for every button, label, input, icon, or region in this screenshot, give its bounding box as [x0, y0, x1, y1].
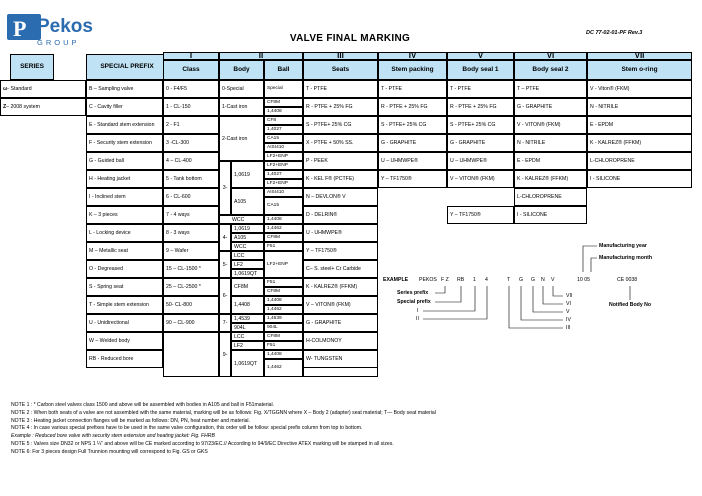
- special-prefix-item-5: H - Heating jacket: [86, 170, 163, 188]
- body-4-label: 4-: [219, 224, 231, 251]
- ball-item-24: CF8M: [264, 332, 303, 341]
- example-rb: RB: [457, 277, 465, 283]
- body-seal-2-item-6: L-CHLOROPRENE: [514, 188, 587, 206]
- body-7a: 1,4539: [231, 314, 264, 323]
- ball-item-11: AISI410: [264, 188, 303, 197]
- ball-item-13: 1,4408: [264, 215, 303, 224]
- stem-oring-item-2: E - EPDM: [587, 116, 692, 134]
- header-body-seal-1: Body seal 1: [447, 60, 514, 80]
- line-roman-iv: [521, 286, 563, 320]
- special-prefix-item-14: W – Welded body: [86, 332, 163, 350]
- line-special-prefix: [435, 286, 461, 302]
- roman-iii: III: [303, 52, 378, 60]
- example-roman-i: I: [417, 308, 419, 314]
- stem-packing-item-5: Y – TF1750®: [378, 170, 447, 188]
- body-4b: A105: [231, 233, 264, 242]
- example-date: 10 05: [577, 277, 590, 283]
- body-9b: LF2: [231, 341, 264, 350]
- seat-item-14: H-COLMONOY: [303, 332, 378, 350]
- body-3-label: 3-: [219, 161, 231, 215]
- header-class: Class: [163, 60, 219, 80]
- body-3a: 1,0619: [231, 161, 264, 188]
- class-item-11: 25 – CL-2500 *: [163, 278, 219, 296]
- note-3: NOTE 3 : Heating jacket connection flanges will be marked as follows: DN, PN, heat number and material.: [11, 417, 250, 424]
- class-item-1: 1 - CL-150: [163, 98, 219, 116]
- series-2008: Z – 2008 system: [0, 98, 86, 116]
- note-7: NOTE 6: For 3 pieces design Full Trunnion mounting will correspond to Fig. GS or GKS: [11, 448, 208, 455]
- class-item-0: 0 - F4/F5: [163, 80, 219, 98]
- body-5b: LF2: [231, 260, 264, 269]
- class-item-13: 90 – CL-900: [163, 314, 219, 332]
- seat-item-5: K - KEL F® (PCTFE): [303, 170, 378, 188]
- stem-packing-item-1: R - PTFE + 25% FG: [378, 98, 447, 116]
- line-series-prefix: [435, 286, 445, 293]
- example-roman-iv: IV: [566, 317, 571, 323]
- special-prefix-item-10: O - Degreased: [86, 260, 163, 278]
- example-label: EXAMPLE: [383, 277, 409, 283]
- pekos-logo: [7, 14, 107, 48]
- seat-item-2: S - PTFE+ 25% CG: [303, 116, 378, 134]
- page-title: VALVE FINAL MARKING: [289, 33, 411, 44]
- example-body: 4: [485, 277, 488, 283]
- line-roman-ii: [423, 286, 487, 319]
- ball-item-10: LF2+ENP: [264, 179, 303, 188]
- manufacturing-month-label: Manufacturing month: [599, 255, 653, 261]
- special-prefix-item-7: K – 3 pieces: [86, 206, 163, 224]
- body-5-label: 5-: [219, 251, 231, 278]
- body-seal-2-item-7: I - SILICONE: [514, 206, 587, 224]
- example-seat: T: [507, 277, 511, 283]
- special-prefix-label: Special prefix: [397, 299, 431, 305]
- stem-oring-item-1: N - NITRILE: [587, 98, 692, 116]
- body-9-label: 9-: [219, 332, 231, 377]
- line-manufacturing-month: [591, 258, 597, 272]
- body-9c: 1,0619QT: [231, 350, 264, 377]
- line-manufacturing-year: [583, 246, 597, 272]
- body-seal-2-item-2: V - VITON® (FKM): [514, 116, 587, 134]
- body-seal-2-item-1: G - GRAPHITE: [514, 98, 587, 116]
- stem-packing-item-0: T - PTFE: [378, 80, 447, 98]
- body-seal-1-item-5: V – VITON® (FKM): [447, 170, 514, 188]
- example-roman-v: V: [566, 309, 570, 315]
- body-4a: 1,0619: [231, 224, 264, 233]
- body-1: 1-Cast iron: [219, 98, 264, 116]
- special-prefix-item-13: U - Unidirectional: [86, 314, 163, 332]
- example-class: 1: [473, 277, 476, 283]
- seat-item-0: T - PTFE: [303, 80, 378, 98]
- seat-item-15: W- TUNGSTEN: [303, 350, 378, 368]
- special-prefix-item-12: T - Simple stem extension: [86, 296, 163, 314]
- manufacturing-year-label: Manufacturing year: [599, 243, 647, 249]
- special-prefix-item-4: G - Guided ball: [86, 152, 163, 170]
- body-2: 2-Cast iron: [219, 116, 264, 161]
- stem-oring-item-5: I - SILICONE: [587, 170, 692, 188]
- body-seal-2-item-0: T – PTFE: [514, 80, 587, 98]
- stem-packing-item-4: U – UHMWPE®: [378, 152, 447, 170]
- class-item-8: 8 - 3 ways: [163, 224, 219, 242]
- line-roman-v: [533, 286, 563, 312]
- body-seal-1-item-0: T - PTFE: [447, 80, 514, 98]
- marking-example: [383, 240, 695, 350]
- roman-vi: VI: [514, 52, 587, 60]
- ball-item-5: CA15: [264, 134, 303, 143]
- body-seal-1-item-2: S - PTFE+ 25% CG: [447, 116, 514, 134]
- ball-item-26: 1,4408: [264, 350, 303, 359]
- class-item-3: 3 -CL-300: [163, 134, 219, 152]
- line-roman-iii: [509, 286, 563, 328]
- stem-packing-item-3: G - GRAPHITE: [378, 134, 447, 152]
- class-item-2: 2 - F1: [163, 116, 219, 134]
- special-prefix-item-2: E - Standard stem extension: [86, 116, 163, 134]
- header-special-prefix: SPECIAL PREFIX: [86, 54, 168, 80]
- header-body: Body: [219, 60, 264, 80]
- class-item-12: 50- CL-800: [163, 296, 219, 314]
- example-pekos: PEKOS: [419, 277, 437, 283]
- class-item-10: 15 – CL-1500 *: [163, 260, 219, 278]
- seat-item-1: R - PTFE + 25% FG: [303, 98, 378, 116]
- body-6-label: 6-: [219, 278, 231, 314]
- class-item-6: 6 - CL-600: [163, 188, 219, 206]
- series-standard: ω - Standard: [0, 80, 86, 98]
- seat-item-7: D - DELRIN®: [303, 206, 378, 224]
- body-7-label: 7-: [219, 314, 231, 332]
- special-prefix-item-8: L - Locking device: [86, 224, 163, 242]
- body-5c: 1,0619QT: [231, 269, 264, 278]
- body-seal-2-item-5: K - KALREZ® (FFKM): [514, 170, 587, 188]
- class-item-4: 4 – CL-400: [163, 152, 219, 170]
- seat-item-11: K - KALREZ® (FFKM): [303, 278, 378, 296]
- ball-item-12: CA15: [264, 197, 303, 215]
- ball-item-6: AISI410: [264, 143, 303, 152]
- body-9a: LCC: [231, 332, 264, 341]
- logo-group: GROUP: [37, 38, 80, 47]
- header-series: SERIES: [10, 54, 54, 80]
- special-prefix-item-0: B – Sampling valve: [86, 80, 163, 98]
- example-roman-vii: VII: [566, 293, 573, 299]
- roman-i: I: [163, 52, 219, 60]
- roman-iv: IV: [378, 52, 447, 60]
- body-seal-1-item-3: G - GRAPHITE: [447, 134, 514, 152]
- header-body-seal-2: Body seal 2: [514, 60, 587, 80]
- special-prefix-item-1: C - Cavity filler: [86, 98, 163, 116]
- seat-item-10: C– S. steel+ Cr Carbide: [303, 260, 378, 278]
- seat-item-13: G - GRAPHITE: [303, 314, 378, 332]
- special-prefix-item-9: M – Metallic seat: [86, 242, 163, 260]
- example-roman-ii: II: [416, 316, 419, 322]
- ball-item-17: LF2+ENP: [264, 251, 303, 278]
- ball-item-23: 904L: [264, 323, 303, 332]
- ball-item-2: 1,4408: [264, 107, 303, 116]
- ball-item-8: LF2+ENP: [264, 161, 303, 170]
- example-fz: F Z: [441, 277, 449, 283]
- special-prefix-item-11: S - Spring seat: [86, 278, 163, 296]
- header-seats: Seats: [303, 60, 378, 80]
- roman-vii: VII: [587, 52, 692, 60]
- body-seal-2-item-4: E - EPDM: [514, 152, 587, 170]
- note-6: NOTE 5 : Valves size DN32 or NPS 1 ¼" and above will be CE marked according to 97/23/EC.// According to 94/9/EC Directive ATEX marking will be stamped in all sizes.: [11, 440, 394, 447]
- note-1: NOTE 1 : * Carbon steel valves class 1500 and above will be assembled with bodies in A105 and ball in F51material.: [11, 402, 275, 408]
- ball-item-25: F51: [264, 341, 303, 350]
- example-roman-vi: VI: [566, 301, 571, 307]
- body-6b: 1,4408: [231, 296, 264, 314]
- body-4c: WCC: [231, 242, 264, 251]
- note-5: Example : Reduced bore valve with security stem extension and heating jacket: Fig. FHRB: [11, 433, 215, 440]
- special-prefix-item-15: RB - Reduced bore: [86, 350, 163, 368]
- class-item-7: 7 - 4 ways: [163, 206, 219, 224]
- seat-item-9: Y – TF1750®: [303, 242, 378, 260]
- body-seal-1-item-6: Y – TF1750®: [447, 206, 514, 224]
- class-item-5: 5 - Tank bottom: [163, 170, 219, 188]
- note-2: NOTE 2 : When both seats of a valve are not assembled with the same material, marking will be as follows: Fig. X/TGGNN where X – Body 2 (adapter) seat material; T— Body seat material: [11, 409, 436, 416]
- notes: [11, 402, 691, 457]
- ball-item-22: 1,4539: [264, 314, 303, 323]
- notified-body-label: Notified Body No: [609, 302, 652, 308]
- roman-v: V: [447, 52, 514, 60]
- seat-item-8: U - UHMWPE®: [303, 224, 378, 242]
- ball-item-16: F51: [264, 242, 303, 251]
- ball-item-1: CF8M: [264, 98, 303, 107]
- example-oring: V: [551, 277, 555, 283]
- body-seal-2-item-3: N - NITRILE: [514, 134, 587, 152]
- header-ball: Ball: [264, 60, 303, 80]
- body-0: 0-Special: [219, 80, 264, 98]
- ball-item-3: CF8: [264, 116, 303, 125]
- ball-item-0: Special: [264, 80, 303, 98]
- stem-oring-item-4: L-CHLOROPRENE: [587, 152, 692, 170]
- ball-item-7: LF2+ENP: [264, 152, 303, 161]
- ball-item-19: CF8M: [264, 287, 303, 296]
- body-6a: CF8M: [231, 278, 264, 296]
- example-roman-iii: III: [566, 325, 571, 331]
- ball-item-9: 1,4027: [264, 170, 303, 179]
- body-seal-1-item-1: R - PTFE + 25% FG: [447, 98, 514, 116]
- stem-oring-item-3: K - KALREZ® (FFKM): [587, 134, 692, 152]
- stem-packing-item-2: S - PTFE+ 25% CG: [378, 116, 447, 134]
- header-stem-packing: Stem packing: [378, 60, 447, 80]
- seat-item-4: P - PEEK: [303, 152, 378, 170]
- stem-oring-item-0: V - Viton® (FKM): [587, 80, 692, 98]
- example-bs2: N: [541, 277, 545, 283]
- line-roman-vii: [553, 286, 563, 296]
- body-5a: LCC: [231, 251, 264, 260]
- example-bs1: G: [531, 277, 536, 283]
- special-prefix-item-3: F - Security stem extension: [86, 134, 163, 152]
- seats-bottom: [303, 368, 378, 377]
- seat-item-6: N – DEVLON® V: [303, 188, 378, 206]
- logo-mark: P: [7, 14, 41, 40]
- roman-ii: II: [219, 52, 303, 60]
- class-item-9: 9 – Wafer: [163, 242, 219, 260]
- ball-item-27: 1,4462: [264, 359, 303, 377]
- header-stem-oring: Stem o-ring: [587, 60, 692, 80]
- series-prefix-label: Series prefix: [397, 290, 429, 296]
- body-wcc-pre: WCC: [219, 215, 264, 224]
- ball-item-14: 1,4462: [264, 224, 303, 233]
- note-4: NOTE 4 : In case various special prefixes have to be used in the same valve configuration, this order will be follow: special prefix column from top to bottom.: [11, 425, 363, 432]
- document-reference: DC 77-02-01-PF Rev.3: [586, 30, 643, 36]
- logo-brand: Pekos: [37, 16, 93, 37]
- seat-item-12: V – VITON® (FKM): [303, 296, 378, 314]
- example-stem: G: [519, 277, 524, 283]
- example-ce: CE 0038: [617, 277, 638, 283]
- body-7b: 904L: [231, 323, 264, 332]
- body-3b: A105: [231, 188, 264, 215]
- special-prefix-item-6: I - Inclined stem: [86, 188, 163, 206]
- ball-item-18: F51: [264, 278, 303, 287]
- body-seal-1-item-4: U – UHMWPE®: [447, 152, 514, 170]
- ball-item-4: 1,4027: [264, 125, 303, 134]
- ball-item-21: 1,4462: [264, 305, 303, 314]
- ball-item-20: 1,4408: [264, 296, 303, 305]
- ball-item-15: CF8M: [264, 233, 303, 242]
- class-empty: [163, 332, 219, 377]
- seat-item-3: X - PTFE + 50% SS.: [303, 134, 378, 152]
